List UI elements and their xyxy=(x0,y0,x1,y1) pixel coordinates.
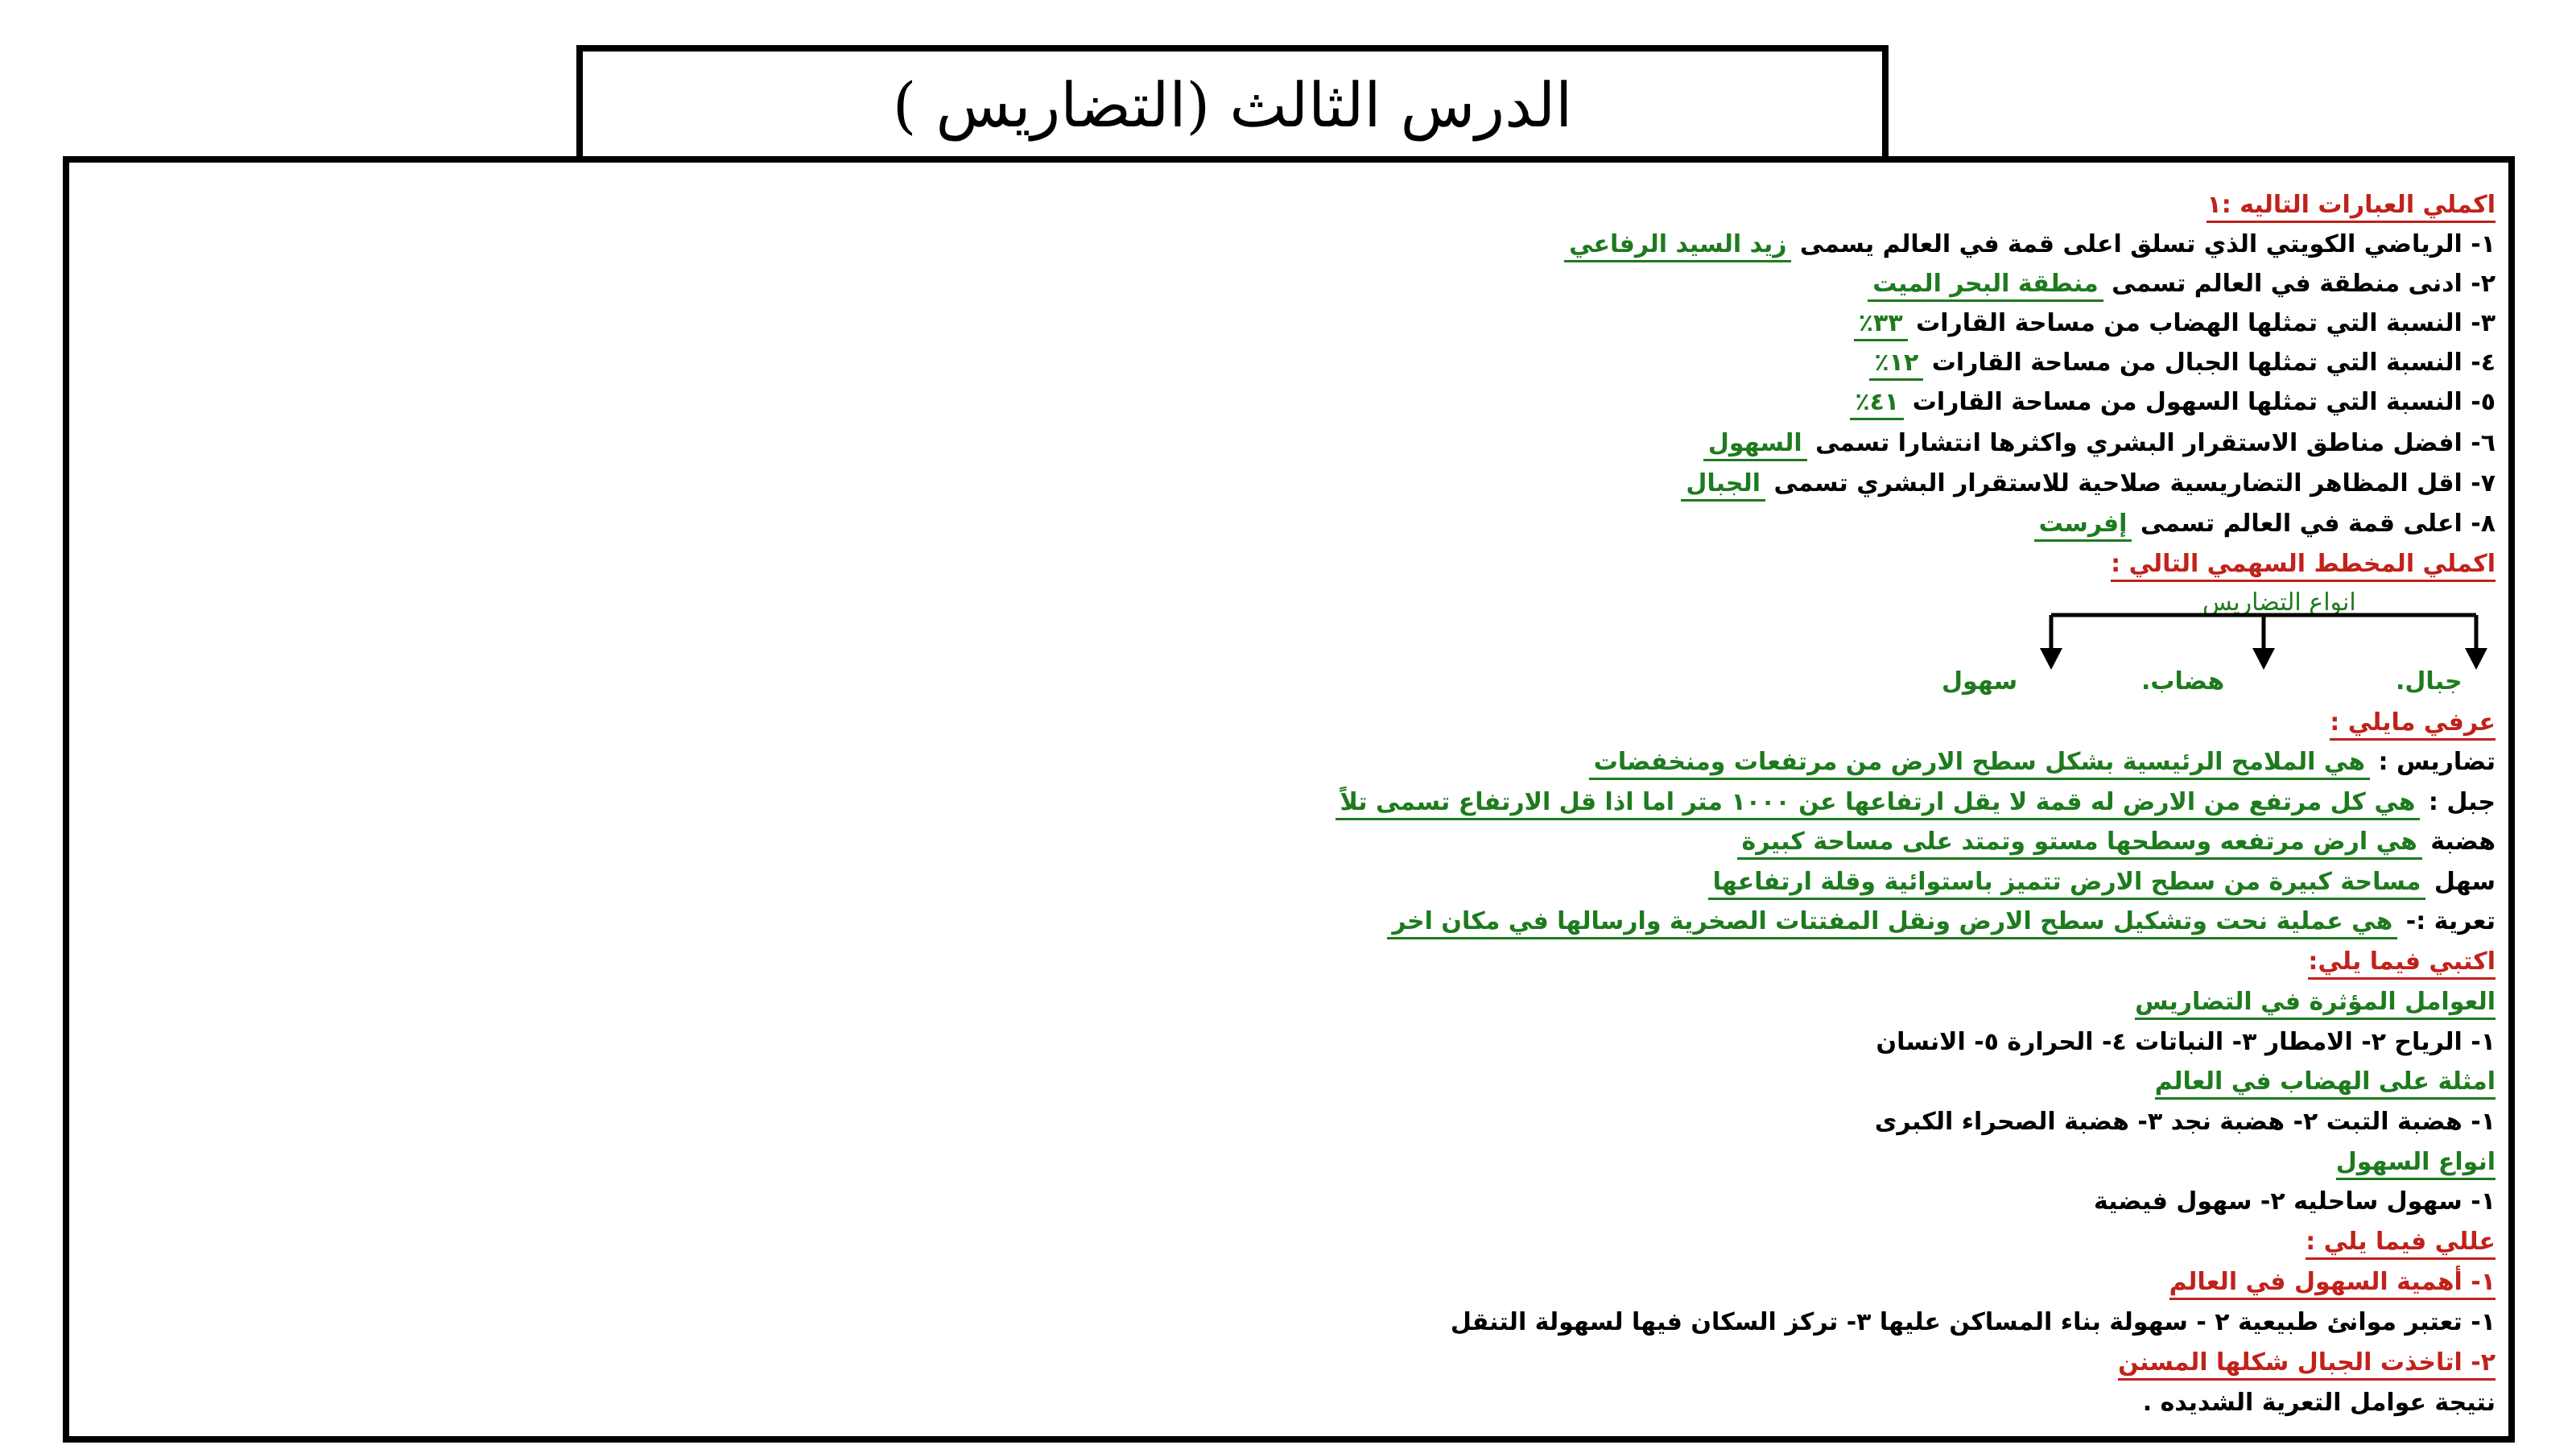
complete-item-4-answer: ١٢٪ xyxy=(1869,349,1923,381)
diagram-arrowhead-plateaus xyxy=(2252,648,2275,670)
plains-heading: انواع السهول xyxy=(2336,1146,2496,1179)
complete-item-2-answer: منطقة البحر الميت xyxy=(1868,270,2103,302)
factors-heading: العوامل المؤثرة في التضاريس xyxy=(2135,985,2496,1019)
complete-item-4: ٤- النسبة التي تمثلها الجبال من مساحة القارات ١٢٪ xyxy=(1869,346,2496,380)
factors-text: ١- الرياح ٢- الامطار ٣- النباتات ٤- الحرارة ٥- الانسان xyxy=(1876,1028,2496,1056)
complete-item-7-answer: الجبال xyxy=(1681,469,1765,502)
define-item-5: تعرية :- هي عملية نحت وتشكيل سطح الارض ونقل المفتتات الصخرية وارسالها في مكان اخر xyxy=(1387,905,2496,939)
complete-item-1: ١- الرياضي الكويتي الذي تسلق اعلى قمة في العالم يسمى زيد السيد الرفاعي xyxy=(1564,228,2496,262)
explain-answer-1: ١- تعتبر موانئ طبيعية ٢ - سهولة بناء المساكن عليها ٣- تركز السكان فيها لسهولة التنقل xyxy=(1450,1308,2496,1336)
diagram-branch-plains: سهول xyxy=(1942,667,2018,696)
plains-text: ١- سهول ساحليه ٢- سهول فيضية xyxy=(2093,1187,2496,1216)
diagram-branch-mountains: جبال. xyxy=(2396,667,2462,696)
define-item-1-definition: هي الملامح الرئيسية بشكل سطح الارض من مرتفعات ومنخفضات xyxy=(1589,748,2370,780)
section-complete-heading: اكملي العبارات التاليه :١ xyxy=(2207,188,2496,222)
complete-item-5: ٥- النسبة التي تمثلها السهول من مساحة القارات ٤١٪ xyxy=(1850,386,2496,419)
section-write-heading: اكتبي فيما يلي: xyxy=(2308,945,2496,979)
define-item-2-definition: هي كل مرتفع من الارض له قمة لا يقل ارتفاعها عن ١٠٠٠ متر اما اذا قل الارتفاع تسمى تلاً xyxy=(1335,788,2421,820)
plateaus-heading: امثلة على الهضاب في العالم xyxy=(2155,1065,2496,1099)
complete-item-7: ٧- اقل المظاهر التضاريسية صلاحية للاستقرار البشري تسمى الجبال xyxy=(1681,467,2496,501)
define-item-4-definition: مساحة كبيرة من سطح الارض تتميز باستوائية وقلة ارتفاعها xyxy=(1708,868,2426,900)
explain-question-2: ٢- اتاخذت الجبال شكلها المسنن xyxy=(2118,1346,2496,1380)
complete-item-2: ٢- ادنى منطقة في العالم تسمى منطقة البحر الميت xyxy=(1868,267,2496,301)
define-item-1: تضاريس : هي الملامح الرئيسية بشكل سطح الارض من مرتفعات ومنخفضات xyxy=(1589,745,2496,779)
diagram-arrowhead-mountains xyxy=(2465,648,2487,670)
explain-question-1: ١- أهمية السهول في العالم xyxy=(2169,1265,2496,1299)
define-item-4: سهل مساحة كبيرة من سطح الارض تتميز باستوائية وقلة ارتفاعها xyxy=(1708,865,2496,899)
complete-item-6: ٦- افضل مناطق الاستقرار البشري واكثرها انتشارا تسمى السهول xyxy=(1703,427,2496,460)
lesson-title: الدرس الثالث (التضاريس ) xyxy=(892,68,1573,141)
section-define-heading: عرفي مايلي : xyxy=(2330,706,2496,740)
section-diagram-heading: اكملي المخطط السهمي التالي : xyxy=(2111,547,2496,581)
plateaus-text: ١- هضبة التبت ٢- هضبة نجد ٣- هضبة الصحراء الكبرى xyxy=(1874,1108,2496,1136)
define-item-5-definition: هي عملية نحت وتشكيل سطح الارض ونقل المفتتات الصخرية وارسالها في مكان اخر xyxy=(1387,907,2397,939)
define-item-2: جبل : هي كل مرتفع من الارض له قمة لا يقل ارتفاعها عن ١٠٠٠ متر اما اذا قل الارتفاع تسمى تلاً xyxy=(1335,786,2496,819)
define-item-3-definition: هي ارض مرتفعه وسطحها مستو وتمتد على مساحة كبيرة xyxy=(1737,828,2422,860)
complete-item-8: ٨- اعلى قمة في العالم تسمى إفرست xyxy=(2034,507,2496,541)
explain-answer-2: نتيجة عوامل التعرية الشديده . xyxy=(2142,1389,2496,1417)
complete-item-5-answer: ٤١٪ xyxy=(1850,388,1904,420)
complete-item-8-answer: إفرست xyxy=(2034,510,2132,542)
complete-item-3-answer: ٣٣٪ xyxy=(1854,309,1908,341)
diagram-root: انواع التضاريس xyxy=(2202,588,2356,617)
section-explain-heading: عللي فيما يلي : xyxy=(2306,1225,2496,1259)
complete-item-6-answer: السهول xyxy=(1703,429,1807,461)
diagram-arrowhead-plains xyxy=(2040,648,2062,670)
diagram-branch-plateaus: هضاب. xyxy=(2141,667,2225,696)
complete-item-3: ٣- النسبة التي تمثلها الهضاب من مساحة القارات ٣٣٪ xyxy=(1854,307,2496,341)
define-item-3: هضبة هي ارض مرتفعه وسطحها مستو وتمتد على مساحة كبيرة xyxy=(1737,825,2496,859)
complete-item-1-answer: زيد السيد الرفاعي xyxy=(1564,230,1791,262)
